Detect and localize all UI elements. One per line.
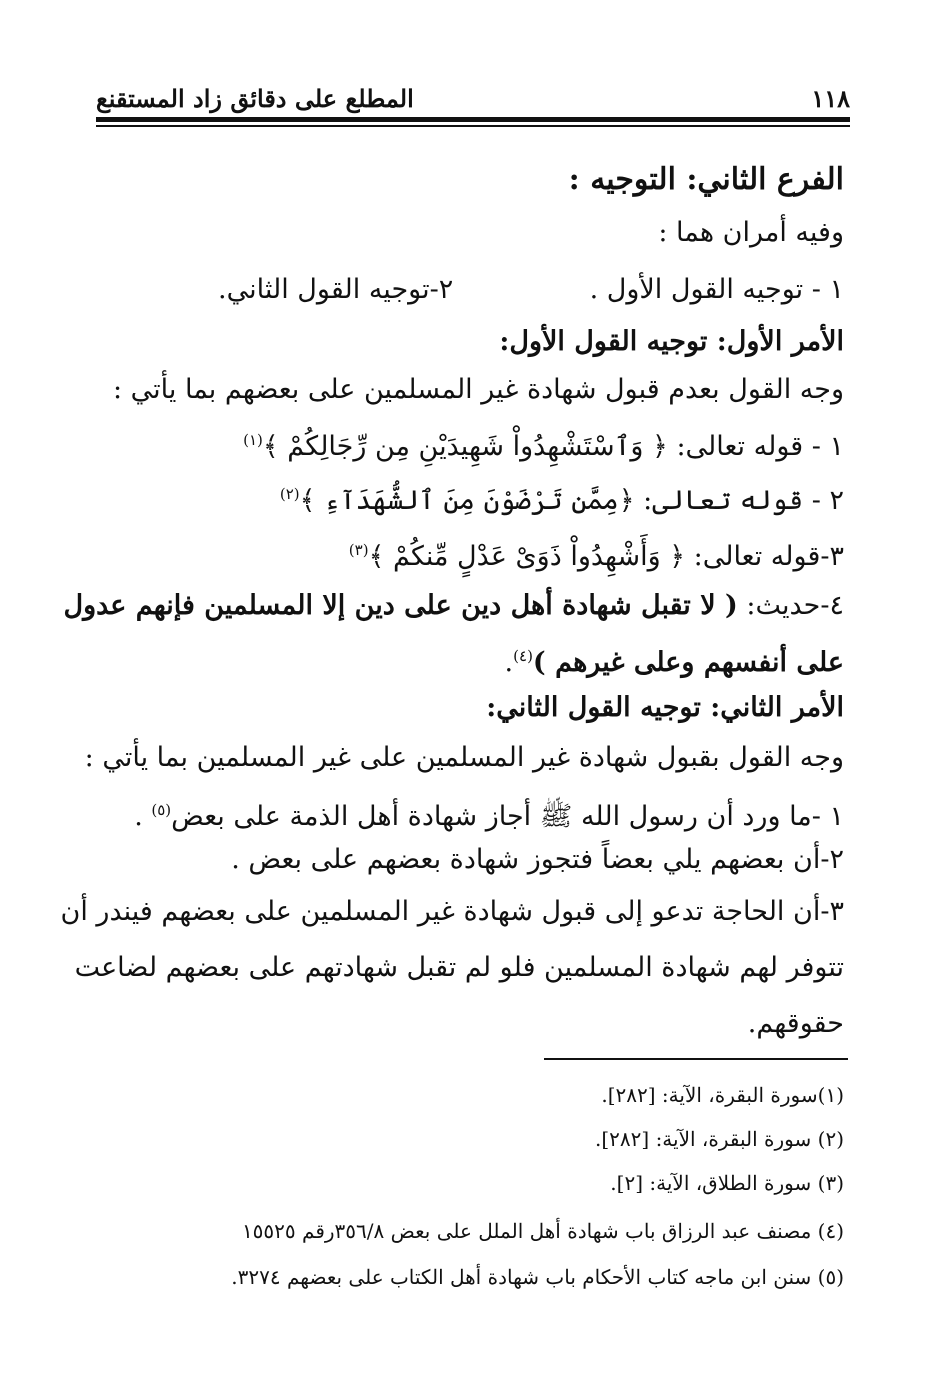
footnote-ref-5: (٥) (151, 801, 172, 819)
first-item-2-text: ٢ - قوله تعالى: ﴿مِمَّن تَرْضَوْنَ مِنَ ٱلشُّهَدَآءِ ﴾ (299, 485, 844, 516)
hadith-prefix: ٤-حديث: (737, 590, 844, 621)
book-title: المطلع على دقائق زاد المستقنع (96, 84, 414, 113)
footnote-4: (٤) مصنف عبد الرزاق باب شهادة أهل الملل على بعض ٣٥٦/٨رقم ١٥٥٢٥ (241, 1219, 844, 1243)
footnote-ref-3: (٣) (348, 541, 369, 559)
section-heading: الفرع الثاني: التوجيه : (568, 162, 844, 197)
option-second: ٢-توجيه القول الثاني. (218, 274, 454, 305)
running-header (96, 78, 850, 114)
header-rule-thick (96, 117, 850, 122)
second-item-1-end: . (134, 801, 152, 832)
second-intro: وجه القول بقبول شهادة غير المسلمين على غير المسلمين بما يأتي : (84, 742, 844, 773)
second-item-3-line-2: تتوفر لهم شهادة المسلمين فلو لم تقبل شهادتهم على بعضهم لضاعت (74, 952, 844, 983)
intro-text: وفيه أمران هما : (658, 217, 844, 248)
option-first: ١ - توجيه القول الأول . (589, 274, 844, 305)
second-item-1 (134, 790, 844, 837)
footnote-5: (٥) سنن ابن ماجه كتاب الأحكام باب شهادة أهل الكتاب على بعضهم ٣٢٧٤. (231, 1265, 844, 1289)
hadith-end: . (504, 647, 514, 678)
footnote-ref-1: (١) (243, 431, 263, 449)
footnote-3: (٣) سورة الطلاق، الآية: [٢]. (610, 1171, 844, 1195)
second-heading: الأمر الثاني: توجيه القول الثاني: (486, 692, 844, 723)
first-item-1 (243, 420, 844, 467)
first-heading: الأمر الأول: توجيه القول الأول: (499, 326, 844, 357)
hadith-line-2 (505, 636, 844, 683)
first-item-3-text: ٣-قوله تعالى: ﴿ وَأَشْهِدُواْ ذَوَىْ عَدْلٍ مِّنكُمْ ﴾ (368, 541, 844, 572)
header-rule-thin (96, 125, 850, 127)
hadith-line-1 (63, 586, 844, 626)
hadith-text-2: على أنفسهم وعلى غيرهم ) (532, 647, 844, 678)
second-item-3-line-3: حقوقهم. (747, 1008, 844, 1039)
first-item-3 (349, 530, 844, 577)
first-intro: وجه القول بعدم قبول شهادة غير المسلمين على بعضهم بما يأتي : (112, 374, 844, 405)
second-item-2: ٢-أن بعضهم يلي بعضاً فتجوز شهادة بعضهم على بعض . (231, 844, 844, 875)
footnote-ref-4: (٤) (513, 647, 533, 665)
first-item-2 (280, 474, 844, 521)
hadith-text-1: ( لا تقبل شهادة أهل دين على دين إلا المسلمين فإنهم عدول (63, 590, 738, 621)
page-number: ١١٨ (811, 84, 850, 113)
second-item-1-text: ١ -ما ورد أن رسول الله ﷺ أجاز شهادة أهل الذمة على بعض (171, 801, 844, 832)
footnote-ref-2: (٢) (279, 485, 300, 503)
footnote-1: (١)سورة البقرة، الآية: [٢٨٢]. (601, 1083, 844, 1107)
second-item-3-line-1: ٣-أن الحاجة تدعو إلى قبول شهادة غير المسلمين على بعضهم فيندر أن (60, 896, 844, 927)
first-item-1-text: ١ - قوله تعالى: ﴿ وَٱسْتَشْهِدُواْ شَهِيدَيْنِ مِن رِّجَالِكُمْ ﴾ (262, 431, 844, 462)
footnote-2: (٢) سورة البقرة، الآية: [٢٨٢]. (595, 1127, 844, 1151)
footnote-separator (544, 1058, 848, 1060)
